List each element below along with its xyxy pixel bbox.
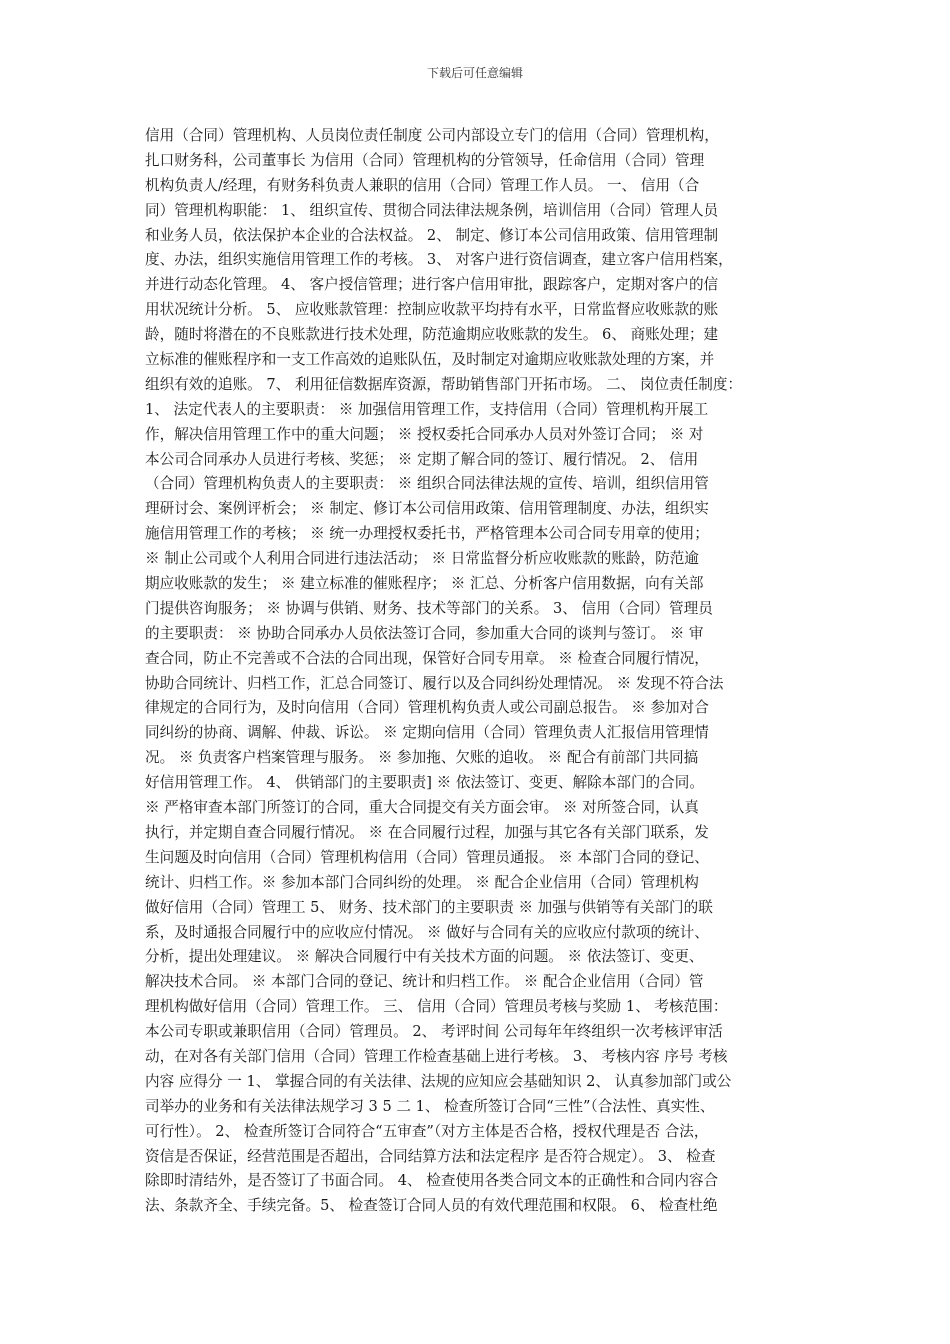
text-line: 司举办的业务和有关法律法规学习 3 5 二 1、 检查所签订合同“三性”（合法性、真实性、 — [145, 1097, 715, 1115]
text-line: 信用（合同）管理机构、人员岗位责任制度 公司内部设立专门的信用（合同）管理机构， — [145, 127, 719, 144]
text-line: 1、 法定代表人的主要职责： ※ 加强信用管理工作，支持信用（合同）管理机构开展工 — [145, 400, 709, 418]
text-line: 分析，提出处理建议。 ※ 解决合同履行中有关技术方面的问题。 ※ 依法签订、变更、 — [145, 948, 704, 966]
text-line: 内容 应得分 一 1、 掌握合同的有关法律、法规的应知应会基础知识 2、 认真参加部门或公 — [145, 1072, 732, 1090]
text-line: 并进行动态化管理。 4、 客户授信管理；进行客户信用审批，跟踪客户，定期对客户的信 — [145, 276, 719, 294]
text-line: 理研讨会、案例评析会； ※ 制定、修订本公司信用政策、信用管理制度、办法，组织实 — [145, 500, 709, 518]
text-line: 查合同，防止不完善或不合法的合同出现，保管好合同专用章。 ※ 检查合同履行情况， — [145, 649, 709, 667]
text-line: 本公司专职或兼职信用（合同）管理员。 2、 考评时间 公司每年年终组织一次考核评审活 — [145, 1023, 723, 1041]
text-line: 期应收账款的发生； ※ 建立标准的催账程序； ※ 汇总、分析客户信用数据，向有关部 — [145, 575, 704, 593]
text-line: 系，及时通报合同履行中的应收应付情况。 ※ 做好与合同有关的应收应付款项的统计、 — [145, 923, 709, 941]
text-line: 做好信用（合同）管理工 5、 财务、技术部门的主要职责 ※ 加强与供销等有关部门的联 — [145, 898, 713, 916]
text-line: 组织有效的追账。 7、 利用征信数据库资源，帮助销售部门开拓市场。 二、 岗位责任制度： — [145, 375, 743, 393]
text-line: 的主要职责： ※ 协助合同承办人员依法签订合同，参加重大合同的谈判与签订。 ※ 审 — [145, 624, 704, 642]
text-line: 可行性）。 2、 检查所签订合同符合“五审查”（对方主体是否合格，授权代理是否 合法， — [145, 1122, 709, 1140]
text-line: 门提供咨询服务； ※ 协调与供销、财务、技术等部门的关系。 3、 信用（合同）管理员 — [145, 599, 713, 617]
text-line: ※ 严格审查本部门所签订的合同，重大合同提交有关方面会审。 ※ 对所签合同，认真 — [145, 799, 699, 817]
text-line: 除即时清结外，是否签订了书面合同。 4、 检查使用各类合同文本的正确性和合同内容合 — [145, 1172, 719, 1190]
text-line: 机构负责人/经理，有财务科负责人兼职的信用（合同）管理工作人员。 一、 信用（合 — [145, 176, 700, 194]
document-body — [145, 124, 809, 1219]
page-header — [0, 64, 950, 81]
text-line: （合同）管理机构负责人的主要职责： ※ 组织合同法律法规的宣传、培训，组织信用管 — [145, 475, 709, 493]
text-line: 立标准的催账程序和一支工作高效的追账队伍，及时制定对逾期应收账款处理的方案，并 — [145, 351, 715, 369]
text-line: 理机构做好信用（合同）管理工作。 三、 信用（合同）管理员考核与奖励 1、 考核范围： — [145, 998, 728, 1016]
text-line: 律规定的合同行为，及时向信用（合同）管理机构负责人或公司副总报告。 ※ 参加对合 — [145, 699, 709, 717]
text-line: 作，解决信用管理工作中的重大问题； ※ 授权委托合同承办人员对外签订合同； ※ 对 — [145, 425, 704, 443]
header-text: 下载后可任意编辑 — [426, 66, 523, 80]
text-line: 同）管理机构职能： 1、 组织宣传、贯彻合同法律法规条例，培训信用（合同）管理人员 — [145, 201, 719, 219]
text-line: 施信用管理工作的考核； ※ 统一办理授权委托书，严格管理本公司合同专用章的使用； — [145, 525, 709, 543]
text-line: 用状况统计分析。 5、 应收账款管理：控制应收款平均持有水平，日常监督应收账款的账 — [145, 301, 719, 319]
text-line: 好信用管理工作。 4、 供销部门的主要职责] ※ 依法签订、变更、解除本部门的合同。 — [145, 774, 704, 792]
text-line: 和业务人员，依法保护本企业的合法权益。 2、 制定、修订本公司信用政策、信用管理制 — [145, 226, 719, 244]
text-line: 协助合同统计、归档工作，汇总合同签订、履行以及合同纠纷处理情况。 ※ 发现不符合法 — [145, 674, 724, 692]
text-line: 统计、归档工作。※ 参加本部门合同纠纷的处理。 ※ 配合企业信用（合同）管理机构 — [145, 873, 699, 891]
text-line: 度、办法，组织实施信用管理工作的考核。 3、 对客户进行资信调查，建立客户信用档案， — [145, 251, 733, 269]
text-line: 龄，随时将潜在的不良账款进行技术处理，防范逾期应收账款的发生。 6、 商账处理；建 — [145, 326, 719, 344]
text-line: ※ 制止公司或个人利用合同进行违法活动； ※ 日常监督分析应收账款的账龄，防范逾 — [145, 550, 699, 568]
text-line: 况。 ※ 负责客户档案管理与服务。 ※ 参加拖、欠账的追收。 ※ 配合有前部门共同搞 — [145, 749, 699, 767]
text-line: 扎口财务科，公司董事长 为信用（合同）管理机构的分管领导，任命信用（合同）管理 — [145, 151, 705, 169]
text-line: 执行，并定期自查合同履行情况。 ※ 在合同履行过程，加强与其它各有关部门联系，发 — [145, 823, 709, 841]
text-line: 法、条款齐全、手续完备。5、 检查签订合同人员的有效代理范围和权限。 6、 检查杜绝 — [145, 1197, 718, 1215]
text-line: 资信是否保证，经营范围是否超出，合同结算方法和法定程序 是否符合规定）。 3、 检查 — [145, 1147, 716, 1165]
text-line: 同纠纷的协商、调解、仲裁、诉讼。 ※ 定期向信用（合同）管理负责人汇报信用管理情 — [145, 724, 709, 742]
text-line: 解决技术合同。 ※ 本部门合同的登记、统计和归档工作。 ※ 配合企业信用（合同）管 — [145, 973, 704, 991]
text-line: 本公司合同承办人员进行考核、奖惩； ※ 定期了解合同的签订、履行情况。 2、 信用 — [145, 450, 699, 468]
text-line: 动，在对各有关部门信用（合同）管理工作检查基础上进行考核。 3、 考核内容 序号 考核 — [145, 1047, 728, 1065]
text-line: 生问题及时向信用（合同）管理机构信用（合同）管理员通报。 ※ 本部门合同的登记、 — [145, 848, 709, 866]
